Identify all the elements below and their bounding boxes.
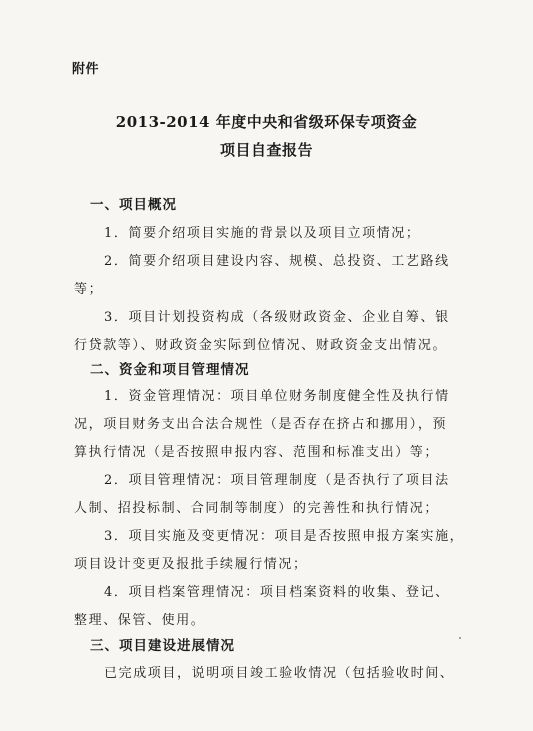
paragraph-line: 项目设计变更及报批手续履行情况； [74, 557, 308, 572]
scan-speck [459, 637, 461, 639]
section-heading-construction-progress: 三、项目建设进展情况 [90, 638, 235, 654]
paragraph-line: 算执行情况（是否按照申报内容、范围和标准支出）等； [74, 445, 440, 460]
section-heading-funds-and-management: 二、资金和项目管理情况 [90, 362, 250, 378]
paragraph-line: 已完成项目，说明项目竣工验收情况（包括验收时间、 [104, 666, 455, 681]
paragraph-line: 2．项目管理情况：项目管理制度（是否执行了项目法 [104, 473, 450, 488]
paragraph-line: 2．简要介绍项目建设内容、规模、总投资、工艺路线 [104, 254, 450, 269]
paragraph-line: 人制、招投标制、合同制等制度）的完善性和执行情况； [74, 501, 440, 516]
attachment-label: 附件 [72, 62, 100, 77]
paragraph-line: 等； [74, 282, 104, 297]
document-title-line-2: 项目自查报告 [219, 141, 313, 159]
document-title-line-1: 2013-2014 年度中央和省级环保专项资金 [115, 113, 418, 131]
paragraph-line: 3．项目实施及变更情况：项目是否按照申报方案实施， [104, 529, 465, 544]
paragraph-line: 行贷款等）、财政资金实际到位情况、财政资金支出情况。 [74, 338, 448, 353]
paragraph-line: 1．简要介绍项目实施的背景以及项目立项情况； [104, 226, 421, 241]
paragraph-line: 1．资金管理情况：项目单位财务制度健全性及执行情 [104, 389, 450, 404]
paragraph-line: 况，项目财务支出合法合规性（是否存在挤占和挪用），预 [74, 417, 448, 432]
paragraph-line: 3．项目计划投资构成（各级财政资金、企业自筹、银 [104, 310, 450, 325]
section-heading-project-overview: 一、项目概况 [90, 197, 177, 213]
paragraph-line: 4．项目档案管理情况：项目档案资料的收集、登记、 [104, 585, 450, 600]
paragraph-line: 整理、保管、使用。 [74, 613, 206, 628]
